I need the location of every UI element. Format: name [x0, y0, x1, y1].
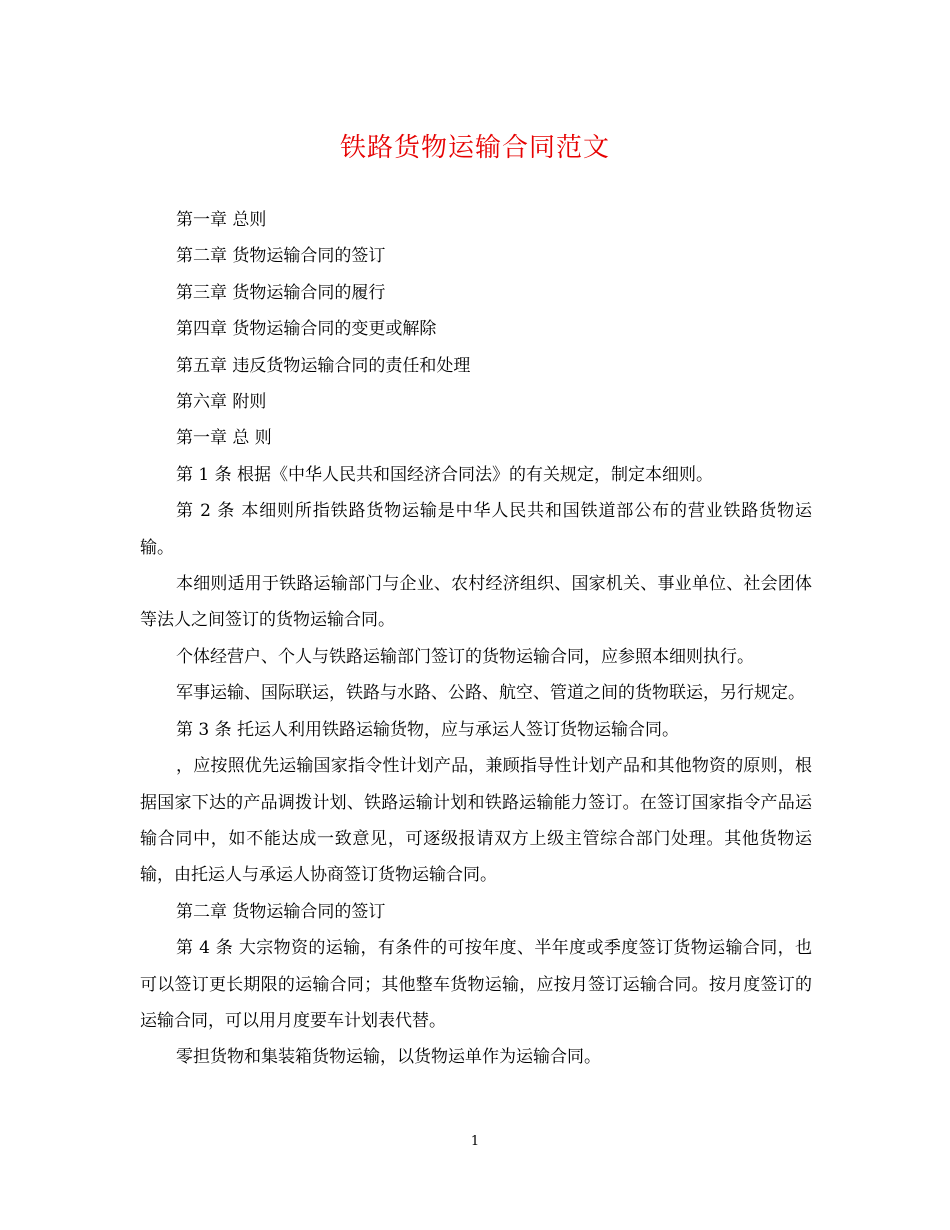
article-3: 第 3 条 托运人利用铁路运输货物，应与承运人签订货物运输合同。	[176, 719, 680, 740]
toc-chapter-6: 第六章 附则	[176, 392, 267, 413]
toc-chapter-1: 第一章 总则	[176, 210, 267, 230]
article-2-individuals: 个体经营户、个人与铁路运输部门签订的货物运输合同，应参照本细则执行。	[176, 646, 754, 667]
chapter-1-heading: 第一章 总 则	[176, 428, 272, 449]
toc-chapter-2: 第二章 货物运输合同的签订	[176, 246, 386, 267]
article-3-principle: ，应按照优先运输国家指令性计划产品，兼顾指导性计划产品和其他物资的原则，根据国家下达的产品调拨计划、铁路运输计划和铁路运输能力签订。在签订国家指令产品运输合同中，如不能达成一致意见，可逐级报请双方上级主管综合部门处理。其他货物运输，由托运人与承运人协商签订货物运输合同。	[140, 756, 812, 886]
document-body	[140, 202, 812, 1076]
toc-chapter-4: 第四章 货物运输合同的变更或解除	[176, 319, 437, 340]
article-4: 第 4 条 大宗物资的运输，有条件的可按年度、半年度或季度签订货物运输合同，也可以签订更长期限的运输合同；其他整车货物运输，应按月签订运输合同。按月度签订的运输合同，可以用月度要车计划表代替。	[140, 938, 812, 1031]
article-2: 第 2 条 本细则所指铁路货物运输是中华人民共和国铁道部公布的营业铁路货物运输。	[140, 501, 812, 558]
chapter-2-heading: 第二章 货物运输合同的签订	[176, 901, 386, 922]
article-4-lcl: 零担货物和集装箱货物运输，以货物运单作为运输合同。	[176, 1047, 601, 1068]
article-2-military: 军事运输、国际联运，铁路与水路、公路、航空、管道之间的货物联运，另行规定。	[176, 683, 805, 704]
document-title: 铁路货物运输合同范文	[339, 133, 610, 163]
page-number: 1	[470, 1134, 480, 1149]
toc-chapter-3: 第三章 货物运输合同的履行	[176, 282, 386, 303]
toc-chapter-5: 第五章 违反货物运输合同的责任和处理	[176, 355, 471, 376]
article-1: 第 1 条 根据《中华人民共和国经济合同法》的有关规定，制定本细则。	[176, 464, 714, 485]
article-2-scope: 本细则适用于铁路运输部门与企业、农村经济组织、国家机关、事业单位、社会团体等法人之间签订的货物运输合同。	[140, 574, 812, 631]
